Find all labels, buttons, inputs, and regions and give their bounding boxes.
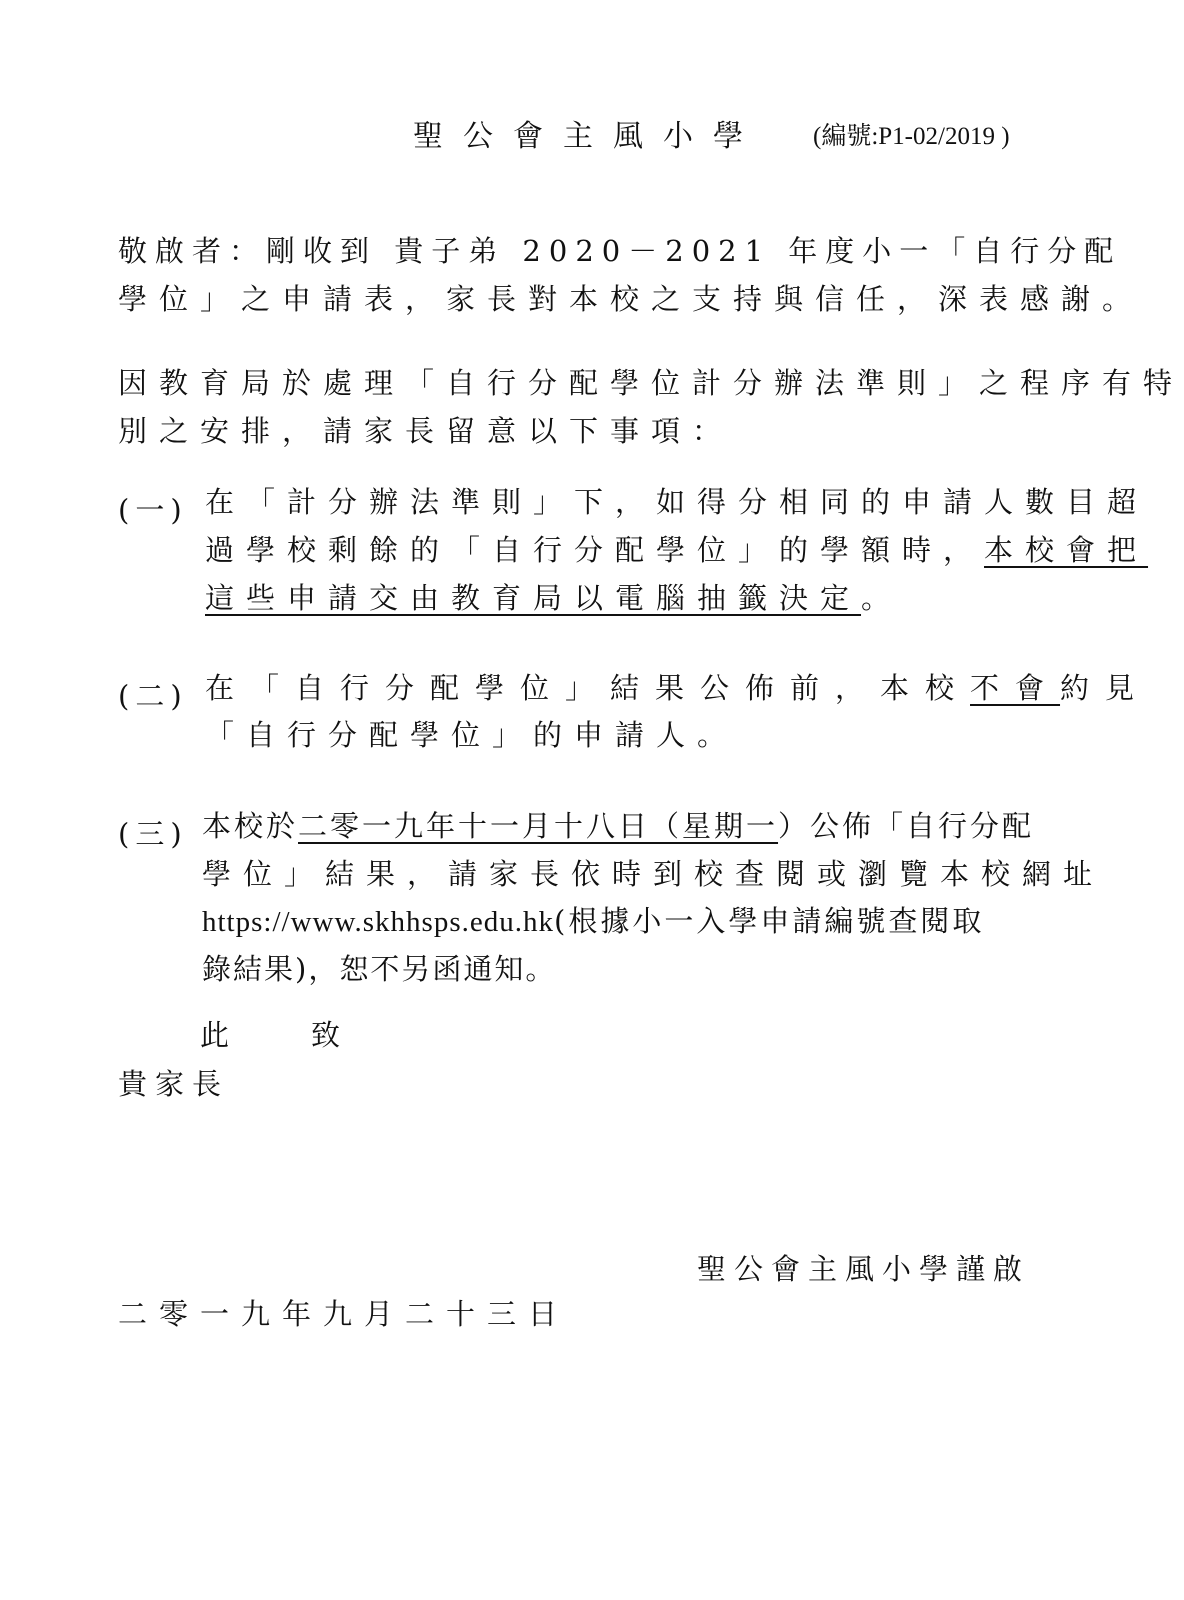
para2-line2: 別之安排，請家長留意以下事項： xyxy=(118,414,734,448)
item2-line2: 「自行分配學位」的申請人。 xyxy=(205,718,739,752)
reference-number: (編號:P1-02/2019 ) xyxy=(813,123,1010,150)
item3-line1-text-b: ）公佈「自行分配 xyxy=(778,809,1035,843)
item1-line3-text: 。 xyxy=(861,581,903,615)
item3-line4: 錄結果)，恕不另函通知。 xyxy=(202,952,557,986)
item1-line2-text: 過學校剩餘的「自行分配學位」的學額時， xyxy=(205,533,985,567)
closing-salutation: 此 致 xyxy=(200,1018,349,1052)
letter-date: 二零一九年九月二十三日 xyxy=(118,1297,570,1331)
item3-line1 xyxy=(202,809,1035,843)
item1-line2-underlined: 本校會把 xyxy=(984,533,1149,567)
school-title: 聖公會主風小學 xyxy=(413,119,763,154)
item3-line1-text-a: 本校於 xyxy=(202,809,299,843)
item1-line3-underlined: 這些申請交由教育局以電腦抽籤決定 xyxy=(205,581,862,615)
item2-line1-text-b: 約見 xyxy=(1060,671,1151,705)
closing-recipient: 貴家長 xyxy=(118,1067,230,1101)
item1-line1: 在「計分辦法準則」下，如得分相同的申請人數目超 xyxy=(205,485,1149,519)
item1-line2 xyxy=(205,533,1149,567)
para1-line2: 學位」之申請表，家長對本校之支持與信任，深表感謝。 xyxy=(118,282,1144,316)
item1-number: (一) xyxy=(118,493,188,527)
para2-line1: 因教育局於處理「自行分配學位計分辦法準則」之程序有特 xyxy=(118,366,1184,400)
item3-line1-underlined: 二零一九年十一月十八日（星期一 xyxy=(298,809,779,843)
signature: 聖公會主風小學謹啟 xyxy=(697,1252,1031,1286)
item1-line3 xyxy=(205,581,903,615)
item2-number: (二) xyxy=(118,679,188,713)
item2-line1-text-a: 在「自行分配學位」結果公佈前，本校 xyxy=(205,671,971,705)
item2-line1-underlined: 不會 xyxy=(970,671,1061,705)
item3-number: (三) xyxy=(118,817,188,851)
school-website-url: https://www.skhhsps.edu.hk xyxy=(202,906,554,938)
item2-line1 xyxy=(205,671,1151,705)
item3-line3 xyxy=(202,904,985,938)
item3-line2: 學位」結果，請家長依時到校查閱或瀏覽本校網址 xyxy=(202,857,1105,891)
para1-line1: 敬啟者：剛收到 貴子弟 2020－2021 年度小一「自行分配 xyxy=(118,234,1122,268)
item3-line3-text: (根據小一入學申請編號查閱取 xyxy=(554,904,985,938)
